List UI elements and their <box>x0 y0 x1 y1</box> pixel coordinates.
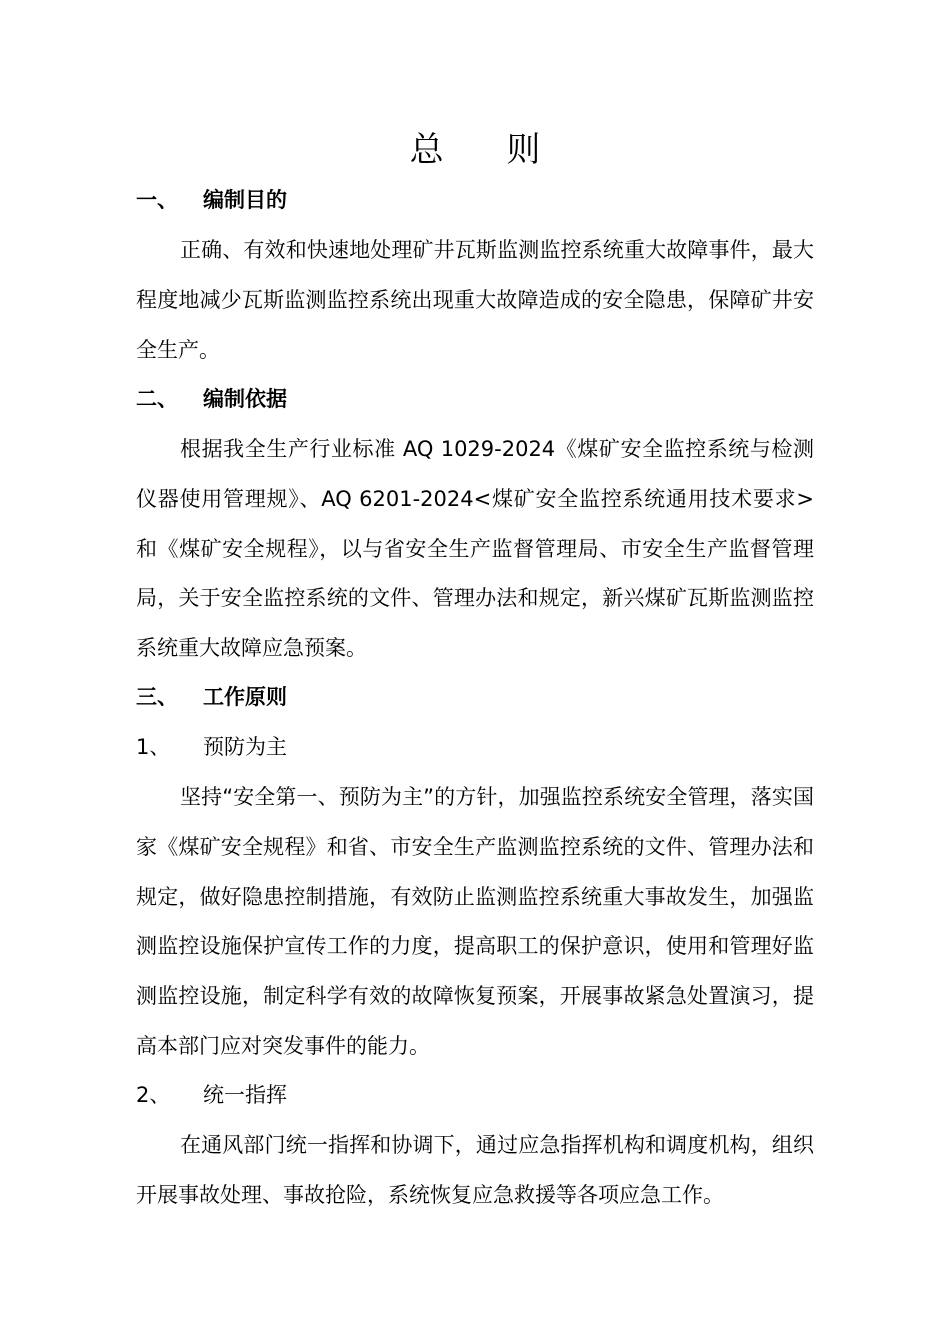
section-heading-1 <box>136 185 287 215</box>
subsection-number: 2、 <box>136 1083 171 1107</box>
section-number: 二、 <box>136 387 178 411</box>
section-title: 编制依据 <box>203 387 287 411</box>
subsection-heading-2 <box>136 1080 287 1110</box>
section-number: 三、 <box>136 685 178 709</box>
subsection-heading-1 <box>136 732 287 762</box>
section-title: 工作原则 <box>203 685 287 709</box>
subsection-paragraph-2: 在通风部门统一指挥和协调下，通过应急指挥机构和调度机构，组织开展事故处理、事故抢险，系统恢复应急救援等各项应急工作。 <box>136 1133 814 1207</box>
subsection-title: 统一指挥 <box>203 1083 287 1107</box>
page-title: 总 则 <box>409 130 567 170</box>
section-title: 编制目的 <box>203 188 287 212</box>
subsection-title: 预防为主 <box>203 735 287 759</box>
section-heading-2 <box>136 384 287 414</box>
section-paragraph-1: 正确、有效和快速地处理矿井瓦斯监测监控系统重大故障事件，最大程度地减少瓦斯监测监控系统出现重大故障造成的安全隐患，保障矿井安全生产。 <box>136 238 814 362</box>
section-number: 一、 <box>136 188 178 212</box>
subsection-number: 1、 <box>136 735 171 759</box>
subsection-paragraph-1: 坚持“安全第一、预防为主”的方针，加强监控系统安全管理，落实国家《煤矿安全规程》和省、市安全生产监测监控系统的文件、管理办法和规定，做好隐患控制措施，有效防止监测监控系统重大事故发生，加强监测监控设施保护宣传工作的力度，提高职工的保护意识，使用和管理好监测监控设施，制定科学有效的故障恢复预案，开展事故紧急处置演习，提高本部门应对突发事件的能力。 <box>136 785 814 1058</box>
section-heading-3 <box>136 682 287 712</box>
section-paragraph-2: 根据我全生产行业标准 AQ 1029-2024《煤矿安全监控系统与检测仪器使用管理规》、AQ 6201-2024<煤矿安全监控系统通用技术要求>和《煤矿安全规程》，以与省安全生产监督管理局、市安全生产监督管理局，关于安全监控系统的文件、管理办法和规定，新兴煤矿瓦斯监测监控系统重大故障应急预案。 <box>136 437 814 661</box>
